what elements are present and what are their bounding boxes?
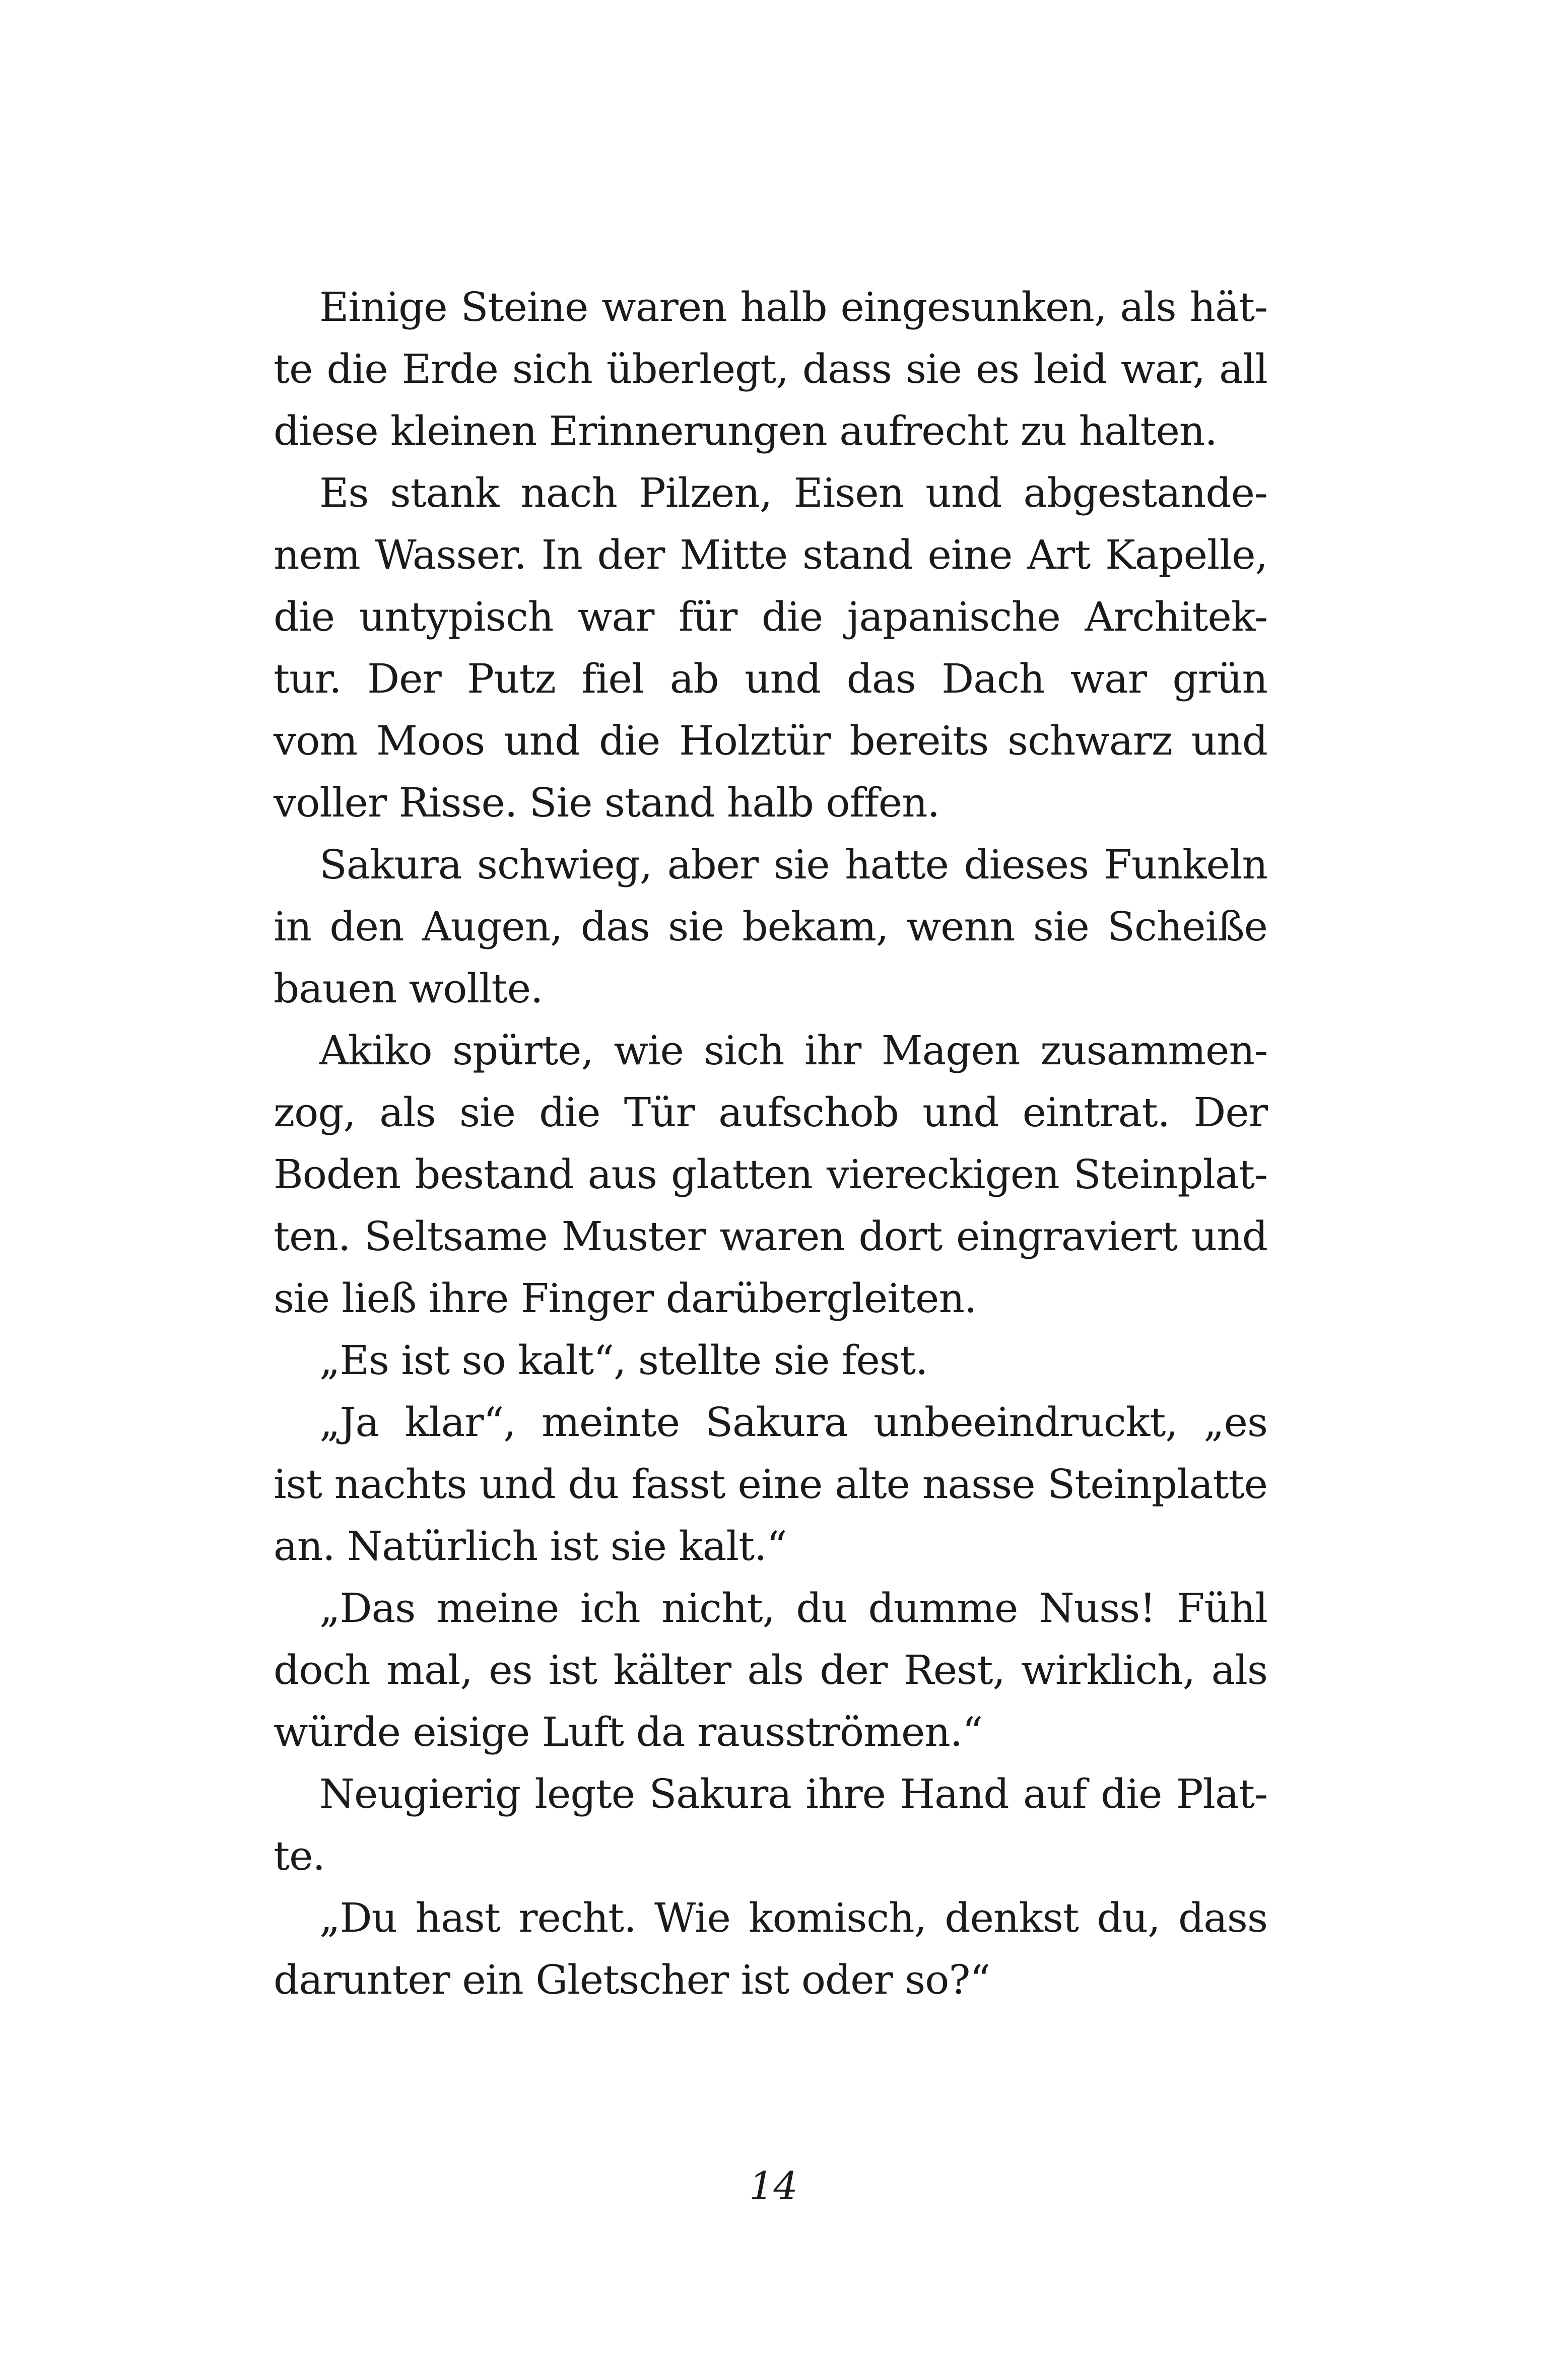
text-line: bauen wollte. xyxy=(274,965,543,1012)
page-number: 14 xyxy=(749,2163,798,2208)
body-text xyxy=(274,276,1267,2011)
text-line: sie ließ ihre Finger darübergleiten. xyxy=(274,1275,977,1322)
text-line: ten. Seltsame Muster waren dort eingraviert und xyxy=(274,1213,1267,1260)
text-line: vom Moos und die Holztür bereits schwarz und xyxy=(274,717,1267,764)
text-line: Boden bestand aus glatten viereckigen Steinplat- xyxy=(274,1151,1267,1198)
text-line: nem Wasser. In der Mitte stand eine Art Kapelle, xyxy=(274,531,1267,578)
text-line: tur. Der Putz fiel ab und das Dach war grün xyxy=(274,655,1267,702)
text-line: „Es ist so kalt“, stellte sie fest. xyxy=(319,1337,928,1384)
text-line: „Das meine ich nicht, du dumme Nuss! Fühl xyxy=(319,1585,1267,1631)
text-line: te. xyxy=(274,1832,325,1879)
text-line: doch mal, es ist kälter als der Rest, wirklich, als xyxy=(274,1647,1267,1693)
text-line: Sakura schwieg, aber sie hatte dieses Funkeln xyxy=(319,841,1267,888)
text-line: in den Augen, das sie bekam, wenn sie Scheiße xyxy=(274,903,1267,950)
text-line: an. Natürlich ist sie kalt.“ xyxy=(274,1523,787,1570)
text-line: voller Risse. Sie stand halb offen. xyxy=(274,779,940,826)
text-line: diese kleinen Erinnerungen aufrecht zu halten. xyxy=(274,407,1217,454)
text-line: te die Erde sich überlegt, dass sie es leid war, all xyxy=(274,346,1267,392)
text-line: Akiko spürte, wie sich ihr Magen zusammen- xyxy=(319,1027,1267,1074)
text-line: würde eisige Luft da rausströmen.“ xyxy=(274,1709,983,1755)
text-line: Es stank nach Pilzen, Eisen und abgestande- xyxy=(319,469,1267,516)
text-line: die untypisch war für die japanische Architek- xyxy=(274,593,1267,640)
text-line: Einige Steine waren halb eingesunken, als hät- xyxy=(319,284,1267,330)
text-line: „Ja klar“, meinte Sakura unbeeindruckt, „es xyxy=(319,1399,1267,1446)
text-line: „Du hast recht. Wie komisch, denkst du, dass xyxy=(319,1894,1267,1941)
text-line: ist nachts und du fasst eine alte nasse Steinplatte xyxy=(274,1461,1267,1508)
text-line: darunter ein Gletscher ist oder so?“ xyxy=(274,1956,990,2003)
text-line: zog, als sie die Tür aufschob und eintrat. Der xyxy=(274,1089,1267,1136)
text-line: Neugierig legte Sakura ihre Hand auf die Plat- xyxy=(319,1771,1267,1817)
